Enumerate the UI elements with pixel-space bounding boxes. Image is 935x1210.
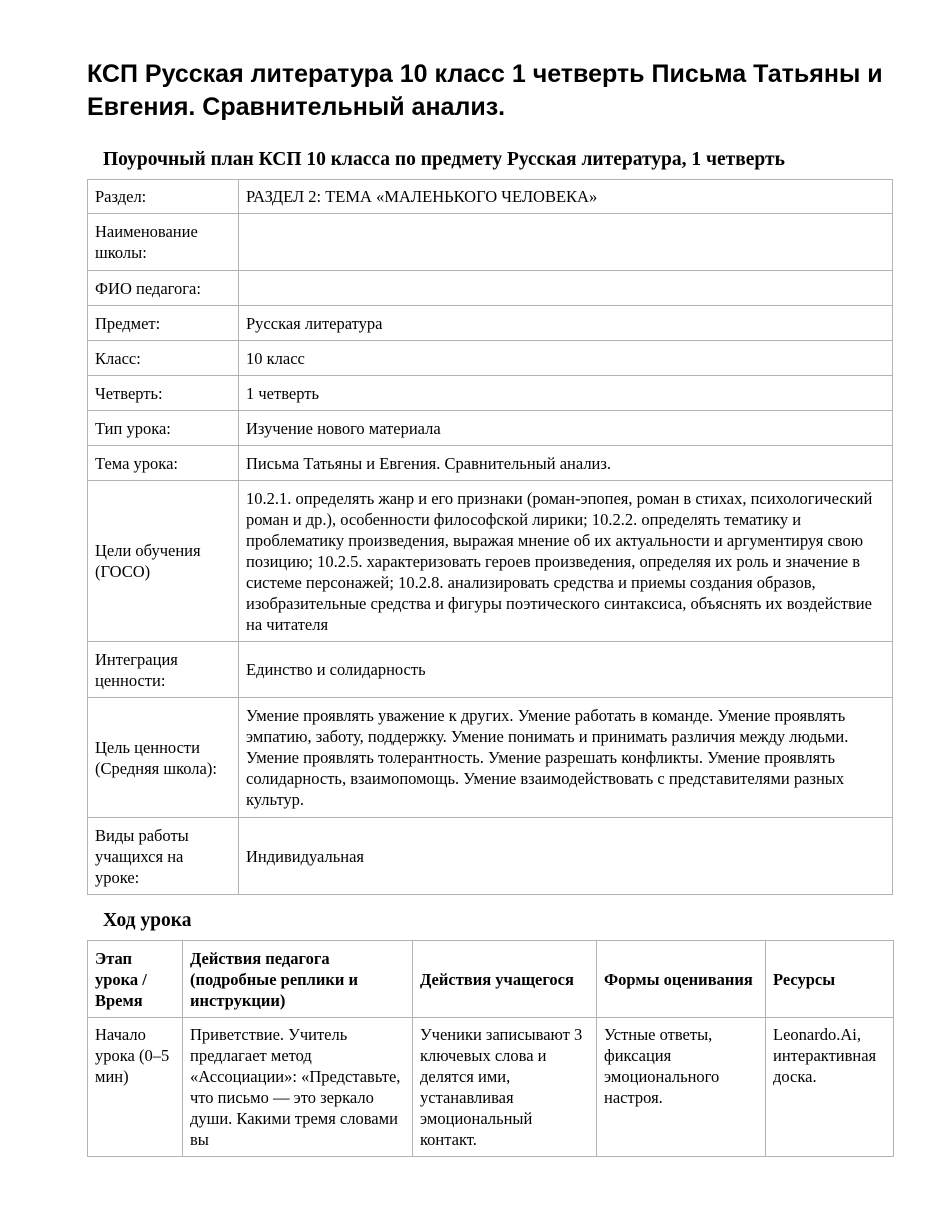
- assessment-cell: Устные ответы, фиксация эмоционального настроя.: [597, 1018, 766, 1157]
- teacher-value: [239, 271, 893, 306]
- grade-label: Класс:: [88, 341, 239, 376]
- info-row-lesson-type: [88, 411, 893, 446]
- info-row-value-integration: [88, 642, 893, 698]
- value-goal-label: Цель ценности (Средняя школа):: [88, 698, 239, 818]
- subject-label: Предмет:: [88, 306, 239, 341]
- lesson-type-label: Тип урока:: [88, 411, 239, 446]
- info-row-topic: [88, 446, 893, 481]
- quarter-value: 1 четверть: [239, 376, 893, 411]
- topic-value: Письма Татьяны и Евгения. Сравнительный анализ.: [239, 446, 893, 481]
- info-row-learning-goals: [88, 481, 893, 642]
- topic-label: Тема урока:: [88, 446, 239, 481]
- work-types-value: Индивидуальная: [239, 818, 893, 895]
- value-integration-label: Интеграция ценности:: [88, 642, 239, 698]
- table-row: [88, 1018, 894, 1157]
- lesson-plan-heading: Поурочный план КСП 10 класса по предмету Русская литература, 1 четверть: [103, 149, 785, 170]
- teacher-actions-cell: Приветствие. Учитель предлагает метод «Ассоциации»: «Представьте, что письмо — это зеркало души. Какими тремя словами вы: [183, 1018, 413, 1157]
- info-row-grade: [88, 341, 893, 376]
- section-label: Раздел:: [88, 180, 239, 214]
- school-value: [239, 214, 893, 271]
- lesson-info-table: [87, 179, 893, 895]
- teacher-label: ФИО педагога:: [88, 271, 239, 306]
- school-label: Наименование школы:: [88, 214, 239, 271]
- course-table-header-row: [88, 941, 894, 1018]
- header-assessment-forms: Формы оценивания: [597, 941, 766, 1018]
- student-actions-cell: Ученики записывают 3 ключевых слова и делятся ими, устанавливая эмоциональный контакт.: [413, 1018, 597, 1157]
- resources-cell: Leonardo.Ai, интерактивная доска.: [766, 1018, 894, 1157]
- grade-value: 10 класс: [239, 341, 893, 376]
- document-title: КСП Русская литература 10 класс 1 четверть Письма Татьяны и Евгения. Сравнительный анализ.: [87, 60, 883, 121]
- header-student-actions: Действия учащегося: [413, 941, 597, 1018]
- subject-value: Русская литература: [239, 306, 893, 341]
- header-teacher-actions: Действия педагога (подробные реплики и инструкции): [183, 941, 413, 1018]
- header-resources: Ресурсы: [766, 941, 894, 1018]
- section-value: РАЗДЕЛ 2: ТЕМА «МАЛЕНЬКОГО ЧЕЛОВЕКА»: [239, 180, 893, 214]
- quarter-label: Четверть:: [88, 376, 239, 411]
- info-row-quarter: [88, 376, 893, 411]
- info-row-teacher: [88, 271, 893, 306]
- lesson-course-heading: Ход урока: [103, 910, 192, 931]
- info-row-section: [88, 180, 893, 214]
- learning-goals-value: 10.2.1. определять жанр и его признаки (роман-эпопея, роман в стихах, психологический роман и др.), особенности философской лирики; 10.2.2. определять тематику и проблематику произведения, выражая мнение об их актуальности и аргументируя свою позицию; 10.2.5. характеризовать героев произведения, определяя их роль и значение в системе персонажей; 10.2.8. анализировать средства и приемы создания образов, изобразительные средства и фигуры поэтического синтаксиса, объяснять их воздействие на читателя: [239, 481, 893, 642]
- learning-goals-label: Цели обучения (ГОСО): [88, 481, 239, 642]
- lesson-type-value: Изучение нового материала: [239, 411, 893, 446]
- lesson-course-table: [87, 940, 894, 1157]
- value-integration-value: Единство и солидарность: [239, 642, 893, 698]
- info-row-school: [88, 214, 893, 271]
- info-row-subject: [88, 306, 893, 341]
- info-row-value-goal: [88, 698, 893, 818]
- value-goal-value: Умение проявлять уважение к других. Умение работать в команде. Умение проявлять эмпатию, заботу, поддержку. Умение понимать и принимать различия между людьми. Умение проявлять толерантность. Умение разрешать конфликты. Умение проявлять солидарность, взаимопомощь. Умение взаимодействовать с представителями разных культур.: [239, 698, 893, 818]
- stage-cell: Начало урока (0–5 мин): [88, 1018, 183, 1157]
- header-stage: Этап урока / Время: [88, 941, 183, 1018]
- work-types-label: Виды работы учащихся на уроке:: [88, 818, 239, 895]
- info-row-work-types: [88, 818, 893, 895]
